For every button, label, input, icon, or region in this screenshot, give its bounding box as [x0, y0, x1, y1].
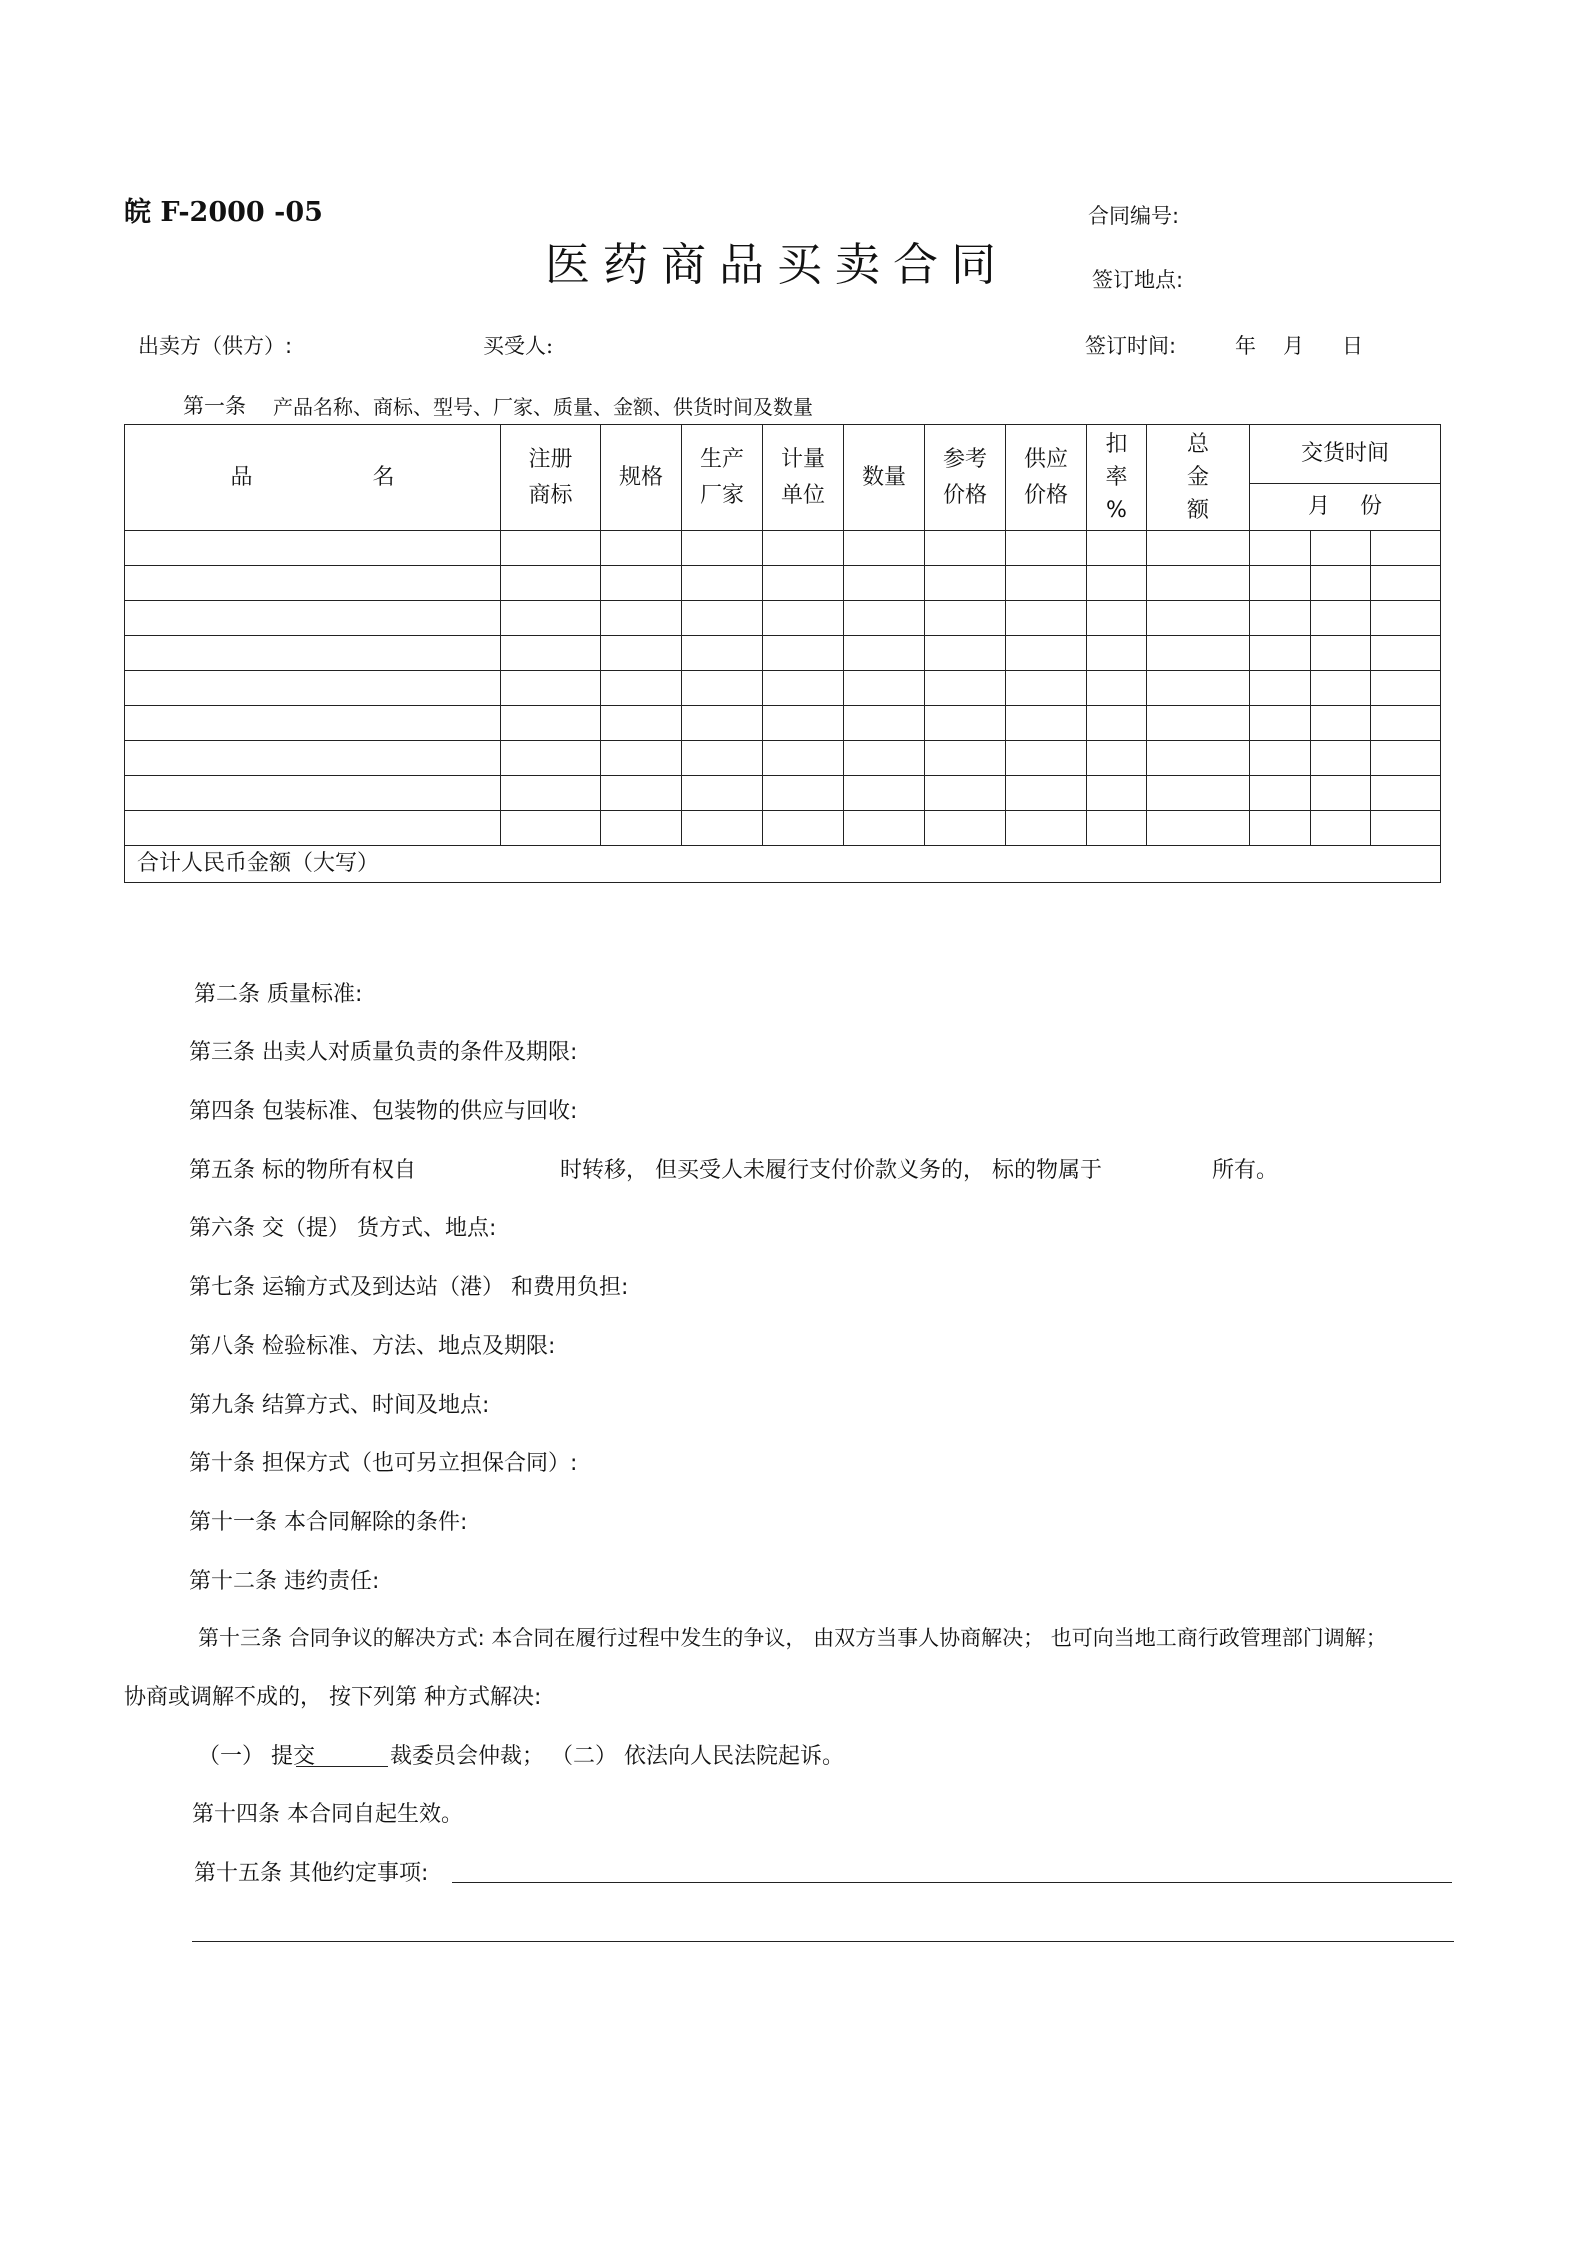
col-spec-header: 规格: [601, 425, 682, 531]
sign-time-label: 签订时间:: [1085, 334, 1177, 358]
col-reg-line-1: 注册: [528, 446, 573, 472]
table-row: [125, 671, 1441, 706]
col-name-char-2: 名: [372, 464, 395, 490]
col-mfr-line-2: 厂家: [699, 482, 744, 508]
clause-14: 第十四条 本合同自起生效。: [192, 1802, 463, 1827]
col-sup-line-2: 价格: [1023, 482, 1068, 508]
col-disc-line-2: 率: [1105, 465, 1128, 490]
table-row: [125, 636, 1441, 671]
col-qty-header: 数量: [844, 425, 925, 531]
col-supply-price-header: [1006, 425, 1087, 531]
goods-table: [124, 424, 1441, 883]
clause-5-part-2: 时转移， 但买受人未履行支付价款义务的， 标的物属于: [560, 1158, 1102, 1183]
year-label: 年: [1235, 334, 1256, 358]
month-label: 月: [1283, 334, 1304, 358]
col-total-line-1: 总: [1186, 432, 1209, 457]
clause-4: 第四条 包装标准、包装物的供应与回收:: [189, 1099, 578, 1124]
table-row: [125, 531, 1441, 566]
col-total-line-3: 额: [1186, 498, 1209, 523]
clause-9: 第九条 结算方式、时间及地点:: [189, 1393, 490, 1418]
clause-10: 第十条 担保方式（也可另立担保合同）:: [189, 1451, 578, 1476]
col-month-header: [1250, 484, 1441, 531]
table-row: [125, 706, 1441, 741]
clause-1-label: 第一条: [183, 394, 246, 418]
other-terms-line-1: [452, 1882, 1452, 1883]
sign-place-label: 签订地点:: [1092, 268, 1184, 292]
col-total-line-2: 金: [1186, 465, 1209, 490]
buyer-label: 买受人:: [483, 334, 554, 358]
col-unit-line-1: 计量: [780, 446, 825, 472]
table-total-row: [125, 846, 1441, 883]
col-reg-header: [501, 425, 601, 531]
col-ref-price-header: [925, 425, 1006, 531]
clause-11: 第十一条 本合同解除的条件:: [189, 1510, 468, 1535]
col-part-label: 份: [1360, 494, 1383, 519]
clause-5-part-3: 所有。: [1212, 1158, 1279, 1183]
col-name-header: [125, 425, 501, 531]
col-total-header: [1147, 425, 1250, 531]
arbitration-blank-line: [296, 1766, 388, 1767]
clause-5-part-1: 第五条 标的物所有权自: [189, 1158, 416, 1183]
clause-7: 第七条 运输方式及到达站（港） 和费用负担:: [189, 1275, 629, 1300]
clause-15: 第十五条 其他约定事项:: [194, 1861, 429, 1886]
total-amount-label: 合计人民币金额（大写）: [125, 846, 1441, 883]
col-disc-line-3: %: [1106, 498, 1127, 523]
table-row: [125, 776, 1441, 811]
table-row: [125, 601, 1441, 636]
col-sup-line-1: 供应: [1023, 446, 1068, 472]
col-discount-header: [1087, 425, 1147, 531]
contract-no-label: 合同编号:: [1088, 204, 1180, 228]
col-mfr-header: [682, 425, 763, 531]
page-title: 医药商品买卖合同: [545, 238, 1010, 291]
clause-1-text: 产品名称、商标、型号、厂家、质量、金额、供货时间及数量: [273, 395, 813, 419]
col-disc-line-1: 扣: [1105, 432, 1128, 457]
clause-13-option-b: 裁委员会仲裁； （二） 依法向人民法院起诉。: [390, 1744, 844, 1769]
table-row: [125, 741, 1441, 776]
clause-13-option-a: （一） 提交: [198, 1744, 315, 1769]
table-header-row: [125, 425, 1441, 484]
col-ref-line-1: 参考: [942, 446, 987, 472]
other-terms-line-2: [192, 1941, 1454, 1942]
col-name-char-1: 品: [230, 464, 253, 490]
col-unit-header: [763, 425, 844, 531]
col-ref-line-2: 价格: [942, 482, 987, 508]
clause-3: 第三条 出卖人对质量负责的条件及期限:: [189, 1040, 578, 1065]
clause-2: 第二条 质量标准:: [194, 982, 363, 1007]
col-mfr-line-1: 生产: [699, 446, 744, 472]
col-delivery-header: 交货时间: [1250, 425, 1441, 484]
clause-13-line-1: 第十三条 合同争议的解决方式: 本合同在履行过程中发生的争议， 由双方当事人协商解决； 也可向当地工商行政管理部门调解；: [198, 1626, 1387, 1650]
table-row: [125, 811, 1441, 846]
col-month-label: 月: [1307, 494, 1330, 519]
clause-6: 第六条 交（提） 货方式、地点:: [189, 1216, 497, 1241]
clause-12: 第十二条 违约责任:: [189, 1569, 380, 1594]
clause-8: 第八条 检验标准、方法、地点及期限:: [189, 1334, 556, 1359]
form-code: 皖 F-2000 -05: [124, 197, 323, 228]
seller-label: 出卖方（供方）:: [138, 334, 293, 358]
clause-13-line-2: 协商或调解不成的， 按下列第 种方式解决:: [124, 1685, 542, 1710]
table-row: [125, 566, 1441, 601]
col-unit-line-2: 单位: [780, 482, 825, 508]
day-label: 日: [1342, 334, 1363, 358]
col-reg-line-2: 商标: [528, 482, 573, 508]
